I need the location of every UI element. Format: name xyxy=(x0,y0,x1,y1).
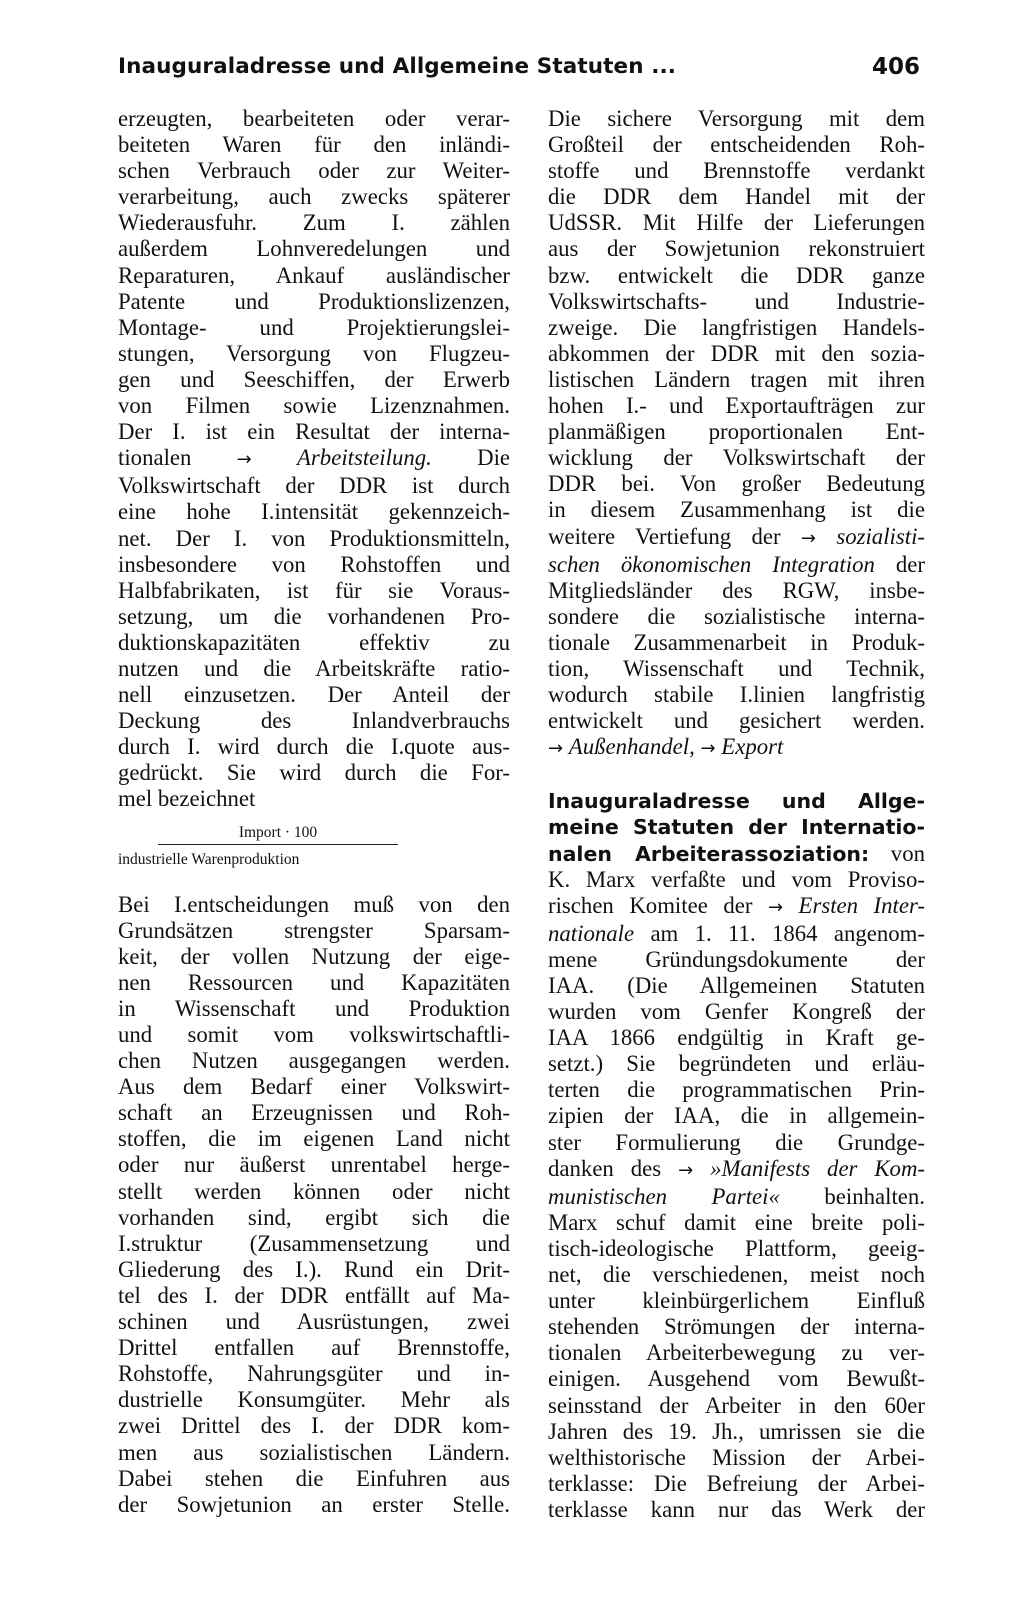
text-line: durch I. wird durch die I.quote aus- xyxy=(118,734,510,760)
xref-aussenhandel[interactable]: Außenhandel, xyxy=(568,734,695,760)
text-line: UdSSR. Mit Hilfe der Lieferungen xyxy=(548,210,925,236)
entry-spacer xyxy=(548,762,925,788)
text-line: schinen und Ausrüstungen, zwei xyxy=(118,1309,510,1335)
entry-headword-line xyxy=(548,788,925,814)
see-also-line xyxy=(548,734,925,762)
text-line: Dabei stehen die Einfuhren aus xyxy=(118,1465,510,1491)
formula-numerator: Import · 100 xyxy=(158,823,398,845)
text-line: wicklung der Volkswirtschaft der xyxy=(548,445,925,471)
text-line: außerdem Lohnveredelungen und xyxy=(118,236,510,262)
text-line: oder nur äußerst unrentabel herge- xyxy=(118,1152,510,1178)
formula-denominator: industrielle Warenproduktion xyxy=(118,850,300,868)
line-text: von xyxy=(890,840,925,866)
text-line: beiteten Waren für den inländi- xyxy=(118,132,510,158)
text-line: tisch-ideologische Plattform, geeig- xyxy=(548,1235,925,1261)
text-line: welthistorische Mission der Arbei- xyxy=(548,1444,925,1470)
left-column xyxy=(118,106,510,1518)
text-line xyxy=(548,921,925,947)
xref-erste-internationale[interactable]: Ersten Inter- xyxy=(798,892,925,918)
text-line: duktionskapazitäten effektiv zu xyxy=(118,629,510,655)
text-line: stellt werden können oder nicht xyxy=(118,1178,510,1204)
line-text: danken des xyxy=(548,1155,662,1181)
text-line: terklasse: Die Befreiung der Arbei- xyxy=(548,1470,925,1496)
text-line xyxy=(548,1184,925,1210)
text-line: mene Gründungsdokumente der xyxy=(548,946,925,972)
text-line: sondere die sozialistische interna- xyxy=(548,603,925,629)
line-text: am 1. 11. 1864 angenom- xyxy=(650,920,925,946)
text-line: K. Marx verfaßte und vom Proviso- xyxy=(548,866,925,892)
text-line: DDR bei. Von großer Bedeutung xyxy=(548,471,925,497)
text-line: men aus sozialistischen Ländern. xyxy=(118,1439,510,1465)
entry-headword-line xyxy=(548,814,925,840)
arrow-icon: → xyxy=(800,527,817,549)
text-line: gen und Seeschiffen, der Erwerb xyxy=(118,366,510,392)
text-line: Mitgliedsländer des RGW, insbe- xyxy=(548,577,925,603)
text-line: chen Nutzen ausgegangen werden. xyxy=(118,1048,510,1074)
text-line: tel des I. der DDR entfällt auf Ma- xyxy=(118,1282,510,1308)
text-line: zipien der IAA, die in allgemein- xyxy=(548,1103,925,1129)
xref-arbeitsteilung[interactable]: Arbeitsteilung. xyxy=(297,445,432,471)
text-line: insbesondere von Rohstoffen und xyxy=(118,551,510,577)
text-line: Wiederausfuhr. Zum I. zählen xyxy=(118,210,510,236)
text-line: tionale Zusammenarbeit in Produk- xyxy=(548,629,925,655)
text-line: wurden vom Genfer Kongreß der xyxy=(548,999,925,1025)
text-line xyxy=(548,524,925,552)
text-line: Volkswirtschafts- und Industrie- xyxy=(548,288,925,314)
text-line: Gliederung des I.). Rund ein Drit- xyxy=(118,1256,510,1282)
text-line xyxy=(548,552,925,578)
text-line: stehenden Strömungen der interna- xyxy=(548,1314,925,1340)
text-line: Drittel entfallen auf Brennstoffe, xyxy=(118,1335,510,1361)
import-paragraph-1 xyxy=(118,106,510,813)
xref-export[interactable]: Export xyxy=(721,734,784,760)
text-line: Patente und Produktionslizenzen, xyxy=(118,288,510,314)
import-paragraph-2 xyxy=(118,892,510,1518)
arrow-icon: → xyxy=(548,738,564,760)
line-text: rischen Komitee der xyxy=(548,892,753,918)
text-line: aus der Sowjetunion rekonstruiert xyxy=(548,236,925,262)
text-line: net, die verschiedenen, meist noch xyxy=(548,1262,925,1288)
text-line: abkommen der DDR mit den sozia- xyxy=(548,340,925,366)
running-title: Inauguraladresse und Allgemeine Statuten ... xyxy=(118,54,677,79)
text-line: setzt.) Sie begründeten und erläu- xyxy=(548,1051,925,1077)
arrow-icon: → xyxy=(678,1159,694,1181)
text-line: Montage- und Projektierungslei- xyxy=(118,314,510,340)
right-column xyxy=(548,106,925,1523)
line-text: beinhalten. xyxy=(824,1183,925,1209)
text-line: Aus dem Bedarf einer Volkswirt- xyxy=(118,1074,510,1100)
text-line: hohen I.- und Exportaufträgen zur xyxy=(548,393,925,419)
xref-erste-internationale-cont[interactable]: nationale xyxy=(548,920,635,946)
arrow-icon: → xyxy=(700,738,716,760)
text-line: entwickelt und gesichert werden. xyxy=(548,708,925,734)
text-line: nell einzusetzen. Der Anteil der xyxy=(118,682,510,708)
text-line: net. Der I. von Produktionsmitteln, xyxy=(118,525,510,551)
text-line: dustrielle Konsumgüter. Mehr als xyxy=(118,1387,510,1413)
text-line: die DDR dem Handel mit der xyxy=(548,184,925,210)
line-text: Die xyxy=(477,445,511,471)
text-line: schen Verbrauch oder zur Weiter- xyxy=(118,158,510,184)
xref-sozialistische-integration[interactable]: sozialisti- xyxy=(836,523,926,549)
import-paragraph-3 xyxy=(548,106,925,762)
text-line: Der I. ist ein Resultat der interna- xyxy=(118,419,510,445)
text-line: zwei Drittel des I. der DDR kom- xyxy=(118,1413,510,1439)
entry-headword: Inauguraladresse und Allge- xyxy=(548,789,925,814)
page-header xyxy=(118,54,920,88)
text-line: keit, der vollen Nutzung der eige- xyxy=(118,943,510,969)
text-line: vorhanden sind, ergibt sich die xyxy=(118,1204,510,1230)
text-line: I.struktur (Zusammensetzung und xyxy=(118,1230,510,1256)
text-line: tionalen Arbeiterbewegung zu ver- xyxy=(548,1340,925,1366)
text-line: in Wissenschaft und Produktion xyxy=(118,995,510,1021)
line-text: der xyxy=(895,551,925,577)
text-line: seinsstand der Arbeiter in den 60er xyxy=(548,1392,925,1418)
text-line: Bei I.entscheidungen muß von den xyxy=(118,891,510,917)
text-line: Reparaturen, Ankauf ausländischer xyxy=(118,262,510,288)
text-line: in diesem Zusammenhang ist die xyxy=(548,497,925,523)
text-line: Großteil der entscheidenden Roh- xyxy=(548,132,925,158)
entry-headword: meine Statuten der Internatio- xyxy=(548,815,925,840)
text-line: ster Formulierung die Grundge- xyxy=(548,1129,925,1155)
text-line: nen Ressourcen und Kapazitäten xyxy=(118,969,510,995)
text-line: nutzen und die Arbeitskräfte ratio- xyxy=(118,655,510,681)
text-line: stoffen, die im eigenen Land nicht xyxy=(118,1126,510,1152)
text-line: Rohstoffe, Nahrungsgüter und in- xyxy=(118,1361,510,1387)
text-line: der Sowjetunion an erster Stelle. xyxy=(118,1491,510,1517)
text-line: Marx schuf damit eine breite poli- xyxy=(548,1209,925,1235)
arrow-icon: → xyxy=(236,449,252,471)
text-line: Volkswirtschaft der DDR ist durch xyxy=(118,473,510,499)
entry-inauguraladresse xyxy=(548,788,925,1523)
import-quota-formula xyxy=(118,823,510,870)
text-line: eine hohe I.intensität gekennzeich- xyxy=(118,499,510,525)
text-line xyxy=(548,893,925,921)
text-line: setzung, um die vorhandenen Pro- xyxy=(118,603,510,629)
text-line: Halbfabrikaten, ist für sie Voraus- xyxy=(118,577,510,603)
text-line: einigen. Ausgehend vom Bewußt- xyxy=(548,1366,925,1392)
text-line: terten die programmatischen Prin- xyxy=(548,1077,925,1103)
text-line: schaft an Erzeugnissen und Roh- xyxy=(118,1100,510,1126)
text-line: unter kleinbürgerlichem Einfluß xyxy=(548,1288,925,1314)
page-number: 406 xyxy=(871,54,920,80)
text-line: Jahren des 19. Jh., umrissen sie die xyxy=(548,1418,925,1444)
text-line: tion, Wissenschaft und Technik, xyxy=(548,655,925,681)
entry-headword-line xyxy=(548,841,925,867)
text-line: Deckung des Inlandverbrauchs xyxy=(118,708,510,734)
text-line: mel bezeichnet xyxy=(118,786,256,812)
xref-manifest-cont[interactable]: munistischen Partei« xyxy=(548,1183,780,1209)
line-text: weitere Vertiefung der xyxy=(548,523,781,549)
text-line: terklasse kann nur das Werk der xyxy=(548,1496,925,1522)
text-line: erzeugten, bearbeiteten oder verar- xyxy=(118,106,510,131)
text-line: gedrückt. Sie wird durch die For- xyxy=(118,760,510,786)
text-line: stungen, Versorgung von Flugzeu- xyxy=(118,340,510,366)
text-line: stoffe und Brennstoffe verdankt xyxy=(548,158,925,184)
text-line: bzw. entwickelt die DDR ganze xyxy=(548,262,925,288)
text-line: Die sichere Versorgung mit dem xyxy=(548,106,925,131)
text-line: IAA. (Die Allgemeinen Statuten xyxy=(548,973,925,998)
xref-sozialistische-integration-cont[interactable]: schen ökonomischen Integration xyxy=(548,551,875,577)
entry-headword: nalen Arbeiterassoziation: xyxy=(548,841,870,866)
text-line: listischen Ländern tragen mit ihren xyxy=(548,366,925,392)
text-line: zweige. Die langfristigen Handels- xyxy=(548,314,925,340)
text-line: wodurch stabile I.linien langfristig xyxy=(548,682,925,708)
xref-manifest[interactable]: »Manifests der Kom- xyxy=(710,1155,926,1181)
arrow-icon: → xyxy=(767,896,784,918)
text-line: verarbeitung, auch zwecks späterer xyxy=(118,184,510,210)
text-line: planmäßigen proportionalen Ent- xyxy=(548,419,925,445)
text-line: und somit vom volkswirtschaftli- xyxy=(118,1022,510,1047)
line-text: tionalen xyxy=(118,445,192,471)
text-line: IAA 1866 endgültig in Kraft ge- xyxy=(548,1025,925,1051)
text-line: Grundsätzen strengster Sparsam- xyxy=(118,917,510,943)
text-line xyxy=(548,1156,925,1184)
text-line xyxy=(118,445,510,473)
text-line: von Filmen sowie Lizenznahmen. xyxy=(118,393,510,419)
